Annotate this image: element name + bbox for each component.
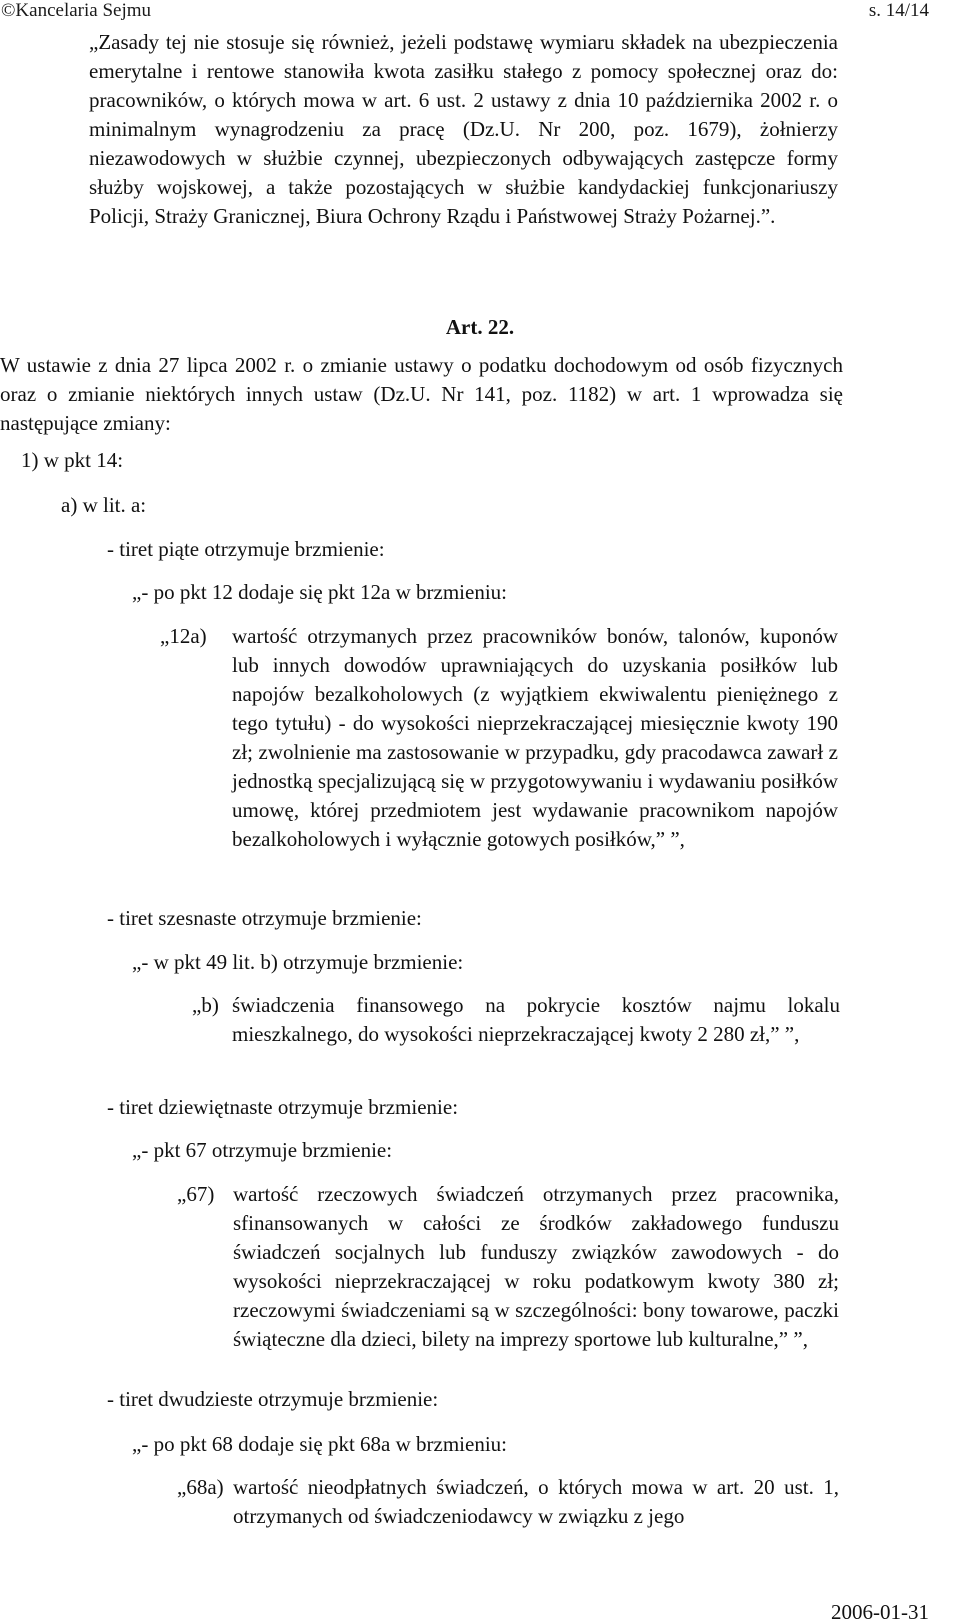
item-b-number: „b) (192, 993, 219, 1017)
tiret-16: - tiret szesnaste otrzymuje brzmienie: (107, 906, 422, 930)
quote-intro-67: „- pkt 67 otrzymuje brzmienie: (132, 1138, 393, 1162)
footer-date: 2006-01-31 (831, 1600, 929, 1624)
item-67-text: wartość rzeczowych świadczeń otrzymanych przez pracownika, sfinansowanych w całości ze środków zakładowego funduszu świadczeń socjalnych lub funduszy związków zawodowych - do wysokości nieprzekraczającej w roku podatkowym kwoty 380 zł; rzeczowymi świadczeniami są w szczególności: bony towarowe, paczki świąteczne dla dzieci, bilety na imprezy sportowe lub kulturalne,” ”, (233, 1182, 839, 1351)
item-68a-number: „68a) (177, 1475, 224, 1499)
point-1: 1) w pkt 14: (21, 448, 124, 472)
header-source: ©Kancelaria Sejmu (1, 0, 152, 21)
intro-paragraph: „Zasady tej nie stosuje się również, jeżeli podstawę wymiaru składek na ubezpieczenia emerytalne i rentowe stanowiła kwota zasiłku stałego z pomocy społecznej oraz do: pracowników, o których mowa w art. 6 ust. 2 ustawy z dnia 10 października 2002 r. o minimalnym wynagrodzeniu za pracę (Dz.U. Nr 200, poz. 1679), żołnierzy niezawodowych w służbie czynnej, ubezpieczonych odbywających zastępcze formy służby wojskowej, a także pozostających w służbie kandydackiej funkcjonariuszy Policji, Straży Granicznej, Biura Ochrony Rządu i Państwowej Straży Pożarnej.”. (89, 30, 838, 228)
item-12a (160, 622, 838, 854)
item-b-text: świadczenia finansowego na pokrycie kosztów najmu lokalu mieszkalnego, do wysokości nieprzekraczającej kwoty 2 280 zł,” ”, (232, 993, 840, 1046)
item-b (192, 991, 840, 1049)
tiret-20: - tiret dwudzieste otrzymuje brzmienie: (107, 1387, 439, 1411)
tiret-19: - tiret dziewiętnaste otrzymuje brzmienie: (107, 1095, 459, 1119)
article-body: W ustawie z dnia 27 lipca 2002 r. o zmianie ustawy o podatku dochodowym od osób fizycznych oraz o zmianie niektórych innych ustaw (Dz.U. Nr 141, poz. 1182) w art. 1 wprowadza się następujące zmiany: (0, 353, 843, 435)
item-67 (177, 1180, 839, 1354)
tiret-5: - tiret piąte otrzymuje brzmienie: (107, 537, 385, 561)
item-12a-number: „12a) (160, 624, 207, 648)
item-67-number: „67) (177, 1182, 215, 1206)
letter-a: a) w lit. a: (61, 493, 147, 517)
quote-intro-68a: „- po pkt 68 dodaje się pkt 68a w brzmieniu: (132, 1432, 507, 1456)
article-title: Art. 22. (445, 315, 515, 339)
quote-intro-12a: „- po pkt 12 dodaje się pkt 12a w brzmieniu: (132, 580, 507, 604)
quote-intro-49b: „- w pkt 49 lit. b) otrzymuje brzmienie: (132, 950, 464, 974)
item-68a (177, 1473, 839, 1531)
header-page-number: s. 14/14 (868, 0, 929, 21)
item-12a-text: wartość otrzymanych przez pracowników bonów, talonów, kuponów lub innych dowodów uprawniających do uzyskania posiłków lub napojów bezalkoholowych (z wyjątkiem ekwiwalentu pieniężnego z tego tytułu) - do wysokości nieprzekraczającej miesięcznie kwoty 190 zł; zwolnienie ma zastosowanie w przypadku, gdy pracodawca zawarł z jednostką specjalizującą się w przygotowywaniu i wydawaniu posiłków umowę, której przedmiotem jest wydawanie pracownikom napojów bezalkoholowych i wyłącznie gotowych posiłków,” ”, (232, 624, 838, 851)
item-68a-text: wartość nieodpłatnych świadczeń, o których mowa w art. 20 ust. 1, otrzymanych od świadczeniodawcy w związku z jego (233, 1475, 839, 1528)
